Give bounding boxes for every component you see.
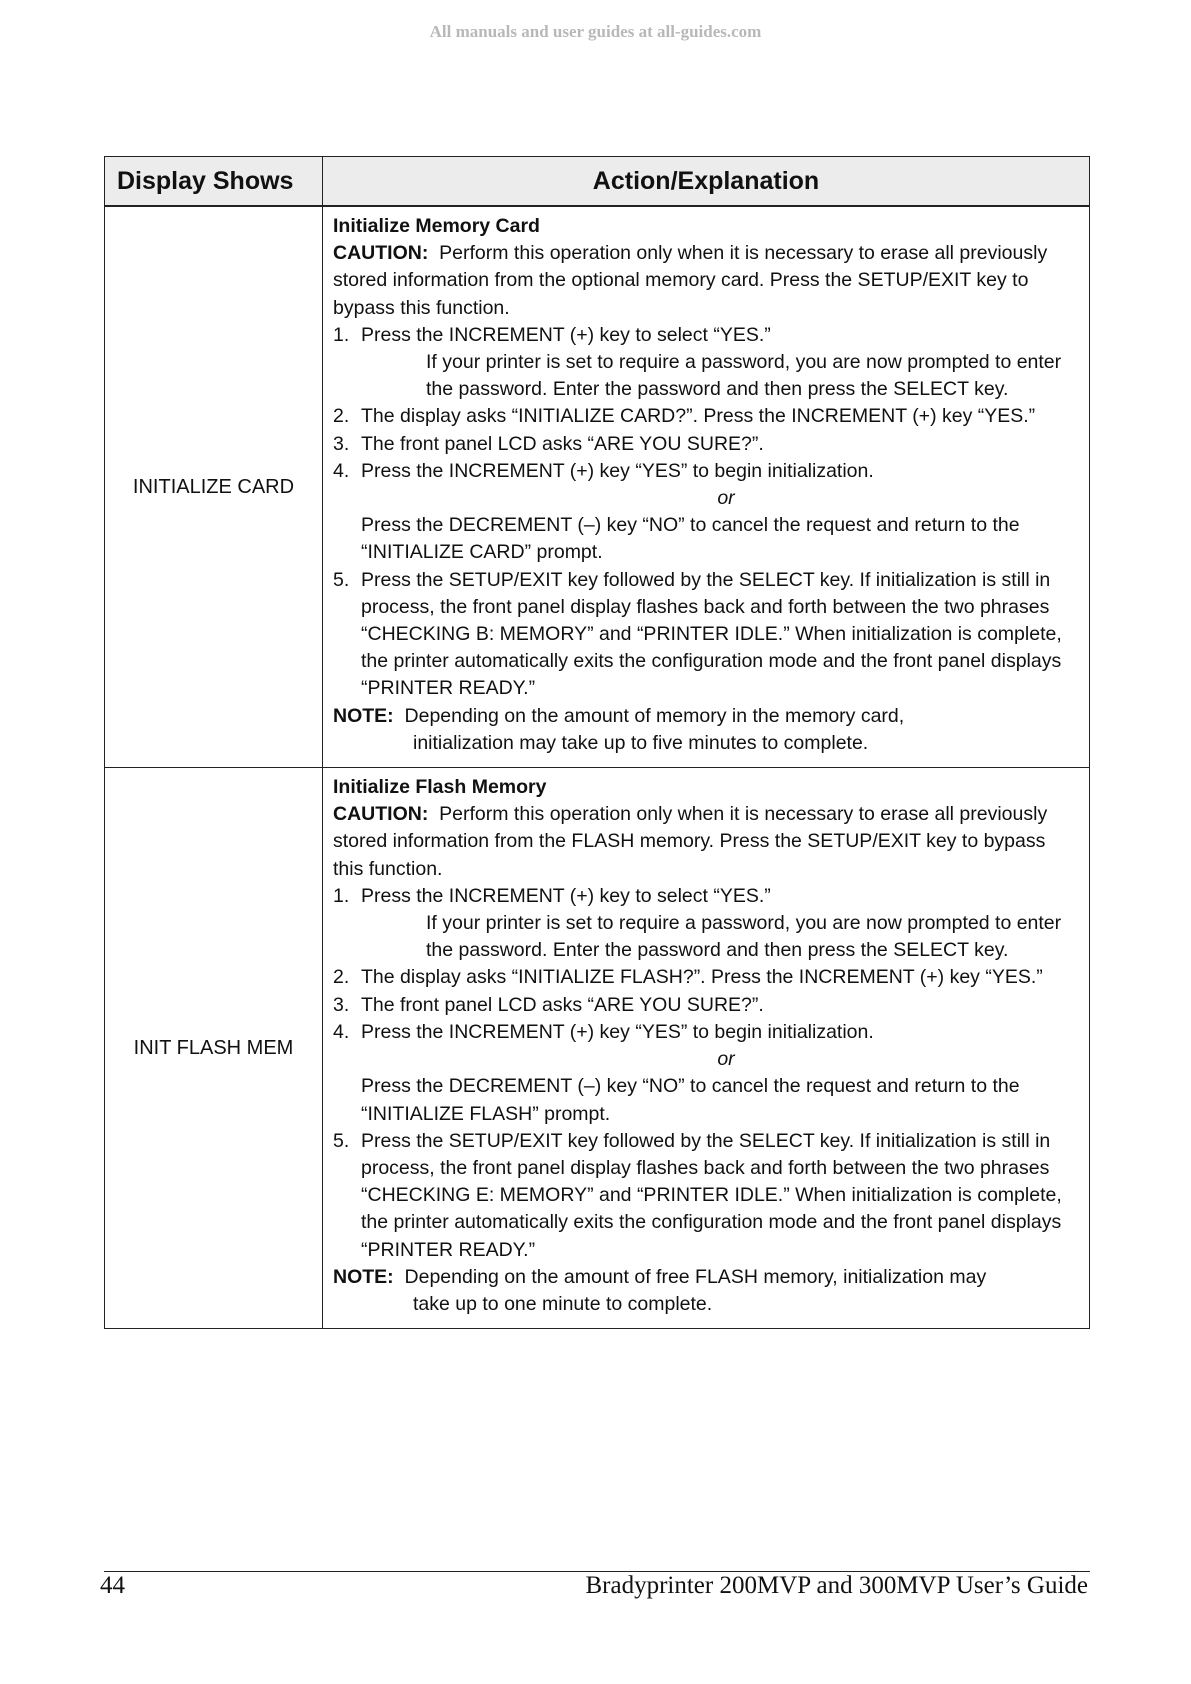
step-3: 3. The front panel LCD asks “ARE YOU SURE?”. (333, 993, 764, 1016)
table-row (105, 206, 1090, 768)
instruction-table (104, 156, 1090, 1329)
step-text: Press the INCREMENT (+) key “YES” to begin initialization. (361, 1020, 874, 1043)
step-3: 3. The front panel LCD asks “ARE YOU SURE?”. (333, 432, 764, 455)
step-2: 2. The display asks “INITIALIZE CARD?”. Press the INCREMENT (+) key “YES.” (333, 405, 1036, 428)
note-text: Depending on the amount of memory in the memory card, (404, 704, 905, 727)
note-continuation: initialization may take up to five minutes to complete. (413, 731, 869, 754)
note-paragraph (333, 703, 1079, 730)
page-number: 44 (100, 1572, 125, 1599)
note-label: NOTE: (333, 1265, 394, 1288)
header-display-shows: Display Shows (105, 157, 323, 207)
action-cell (323, 768, 1090, 1329)
or-separator: or (717, 1048, 735, 1071)
note-paragraph (333, 1264, 1079, 1291)
step-5: 5. Press the SETUP/EXIT key followed by the SELECT key. If initialization is still in process, the front panel display flashes back and forth between the two phrases “CHECKING B: MEMORY” and “PRINTER IDLE.” When initialization is complete, the printer automatically exits the configuration mode and the front panel displays “PRINTER READY.” (333, 568, 1062, 700)
step-text: The display asks “INITIALIZE FLASH?”. Press the INCREMENT (+) key “YES.” (361, 966, 1043, 989)
table-header-row (105, 157, 1090, 207)
watermark: All manuals and user guides at all-guides.com (429, 22, 762, 41)
caution-paragraph (333, 240, 1079, 322)
step-5: 5. Press the SETUP/EXIT key followed by the SELECT key. If initialization is still in process, the front panel display flashes back and forth between the two phrases “CHECKING E: MEMORY” and “PRINTER IDLE.” When initialization is complete, the printer automatically exits the configuration mode and the front panel displays “PRINTER READY.” (333, 1129, 1062, 1261)
caution-label: CAUTION: (333, 803, 429, 826)
step-4-alternative: Press the DECREMENT (–) key “NO” to cancel the request and return to the “INITIALIZE CARD” prompt. (361, 514, 1020, 564)
section-title: Initialize Memory Card (333, 215, 540, 237)
display-cell: INIT FLASH MEM (105, 768, 323, 1329)
step-4: 4. Press the INCREMENT (+) key “YES” to begin initialization. (333, 1020, 874, 1043)
or-separator: or (717, 487, 735, 510)
step-text: The front panel LCD asks “ARE YOU SURE?”. (361, 993, 764, 1016)
section-title: Initialize Flash Memory (333, 776, 547, 799)
caution-label: CAUTION: (333, 242, 429, 265)
step-text: Press the INCREMENT (+) key “YES” to begin initialization. (361, 459, 874, 482)
step-text: Press the SETUP/EXIT key followed by the SELECT key. If initialization is still in process, the front panel display flashes back and forth between the two phrases “CHECKING B: MEMORY” and “PRINTER IDLE.” When initialization is complete, the printer automatically exits the configuration mode and the front panel displays “PRINTER READY.” (361, 568, 1062, 700)
step-1-note: If your printer is set to require a password, you are now prompted to enter the password. Enter the password and then press the SELECT key. (426, 912, 1062, 962)
guide-title: Bradyprinter 200MVP and 300MVP User’s Guide (585, 1572, 1088, 1599)
note-continuation: take up to one minute to complete. (413, 1292, 713, 1315)
step-2: 2. The display asks “INITIALIZE FLASH?”. Press the INCREMENT (+) key “YES.” (333, 966, 1043, 989)
action-cell (323, 206, 1090, 768)
step-text: Press the INCREMENT (+) key to select “YES.” (361, 323, 771, 346)
note-label: NOTE: (333, 704, 394, 727)
step-1: 1. Press the INCREMENT (+) key to select “YES.” (333, 323, 771, 346)
step-text: Press the SETUP/EXIT key followed by the SELECT key. If initialization is still in process, the front panel display flashes back and forth between the two phrases “CHECKING E: MEMORY” and “PRINTER IDLE.” When initialization is complete, the printer automatically exits the configuration mode and the front panel displays “PRINTER READY.” (361, 1129, 1062, 1261)
caution-text: Perform this operation only when it is necessary to erase all previously stored information from the FLASH memory. Press the SETUP/EXIT key to bypass this function. (333, 803, 1048, 880)
header-action-explanation: Action/Explanation (323, 157, 1090, 207)
step-1: 1. Press the INCREMENT (+) key to select “YES.” (333, 884, 771, 907)
note-text: Depending on the amount of free FLASH memory, initialization may (404, 1265, 987, 1288)
step-text: The front panel LCD asks “ARE YOU SURE?”. (361, 432, 764, 455)
table-row (105, 768, 1090, 1329)
step-text: Press the INCREMENT (+) key to select “YES.” (361, 884, 771, 907)
display-cell: INITIALIZE CARD (105, 206, 323, 768)
step-text: The display asks “INITIALIZE CARD?”. Press the INCREMENT (+) key “YES.” (361, 405, 1036, 428)
step-4-alternative: Press the DECREMENT (–) key “NO” to cancel the request and return to the “INITIALIZE FLASH” prompt. (361, 1075, 1020, 1125)
caution-text: Perform this operation only when it is necessary to erase all previously stored information from the optional memory card. Press the SETUP/EXIT key to bypass this function. (333, 242, 1048, 319)
step-1-note: If your printer is set to require a password, you are now prompted to enter the password. Enter the password and then press the SELECT key. (426, 351, 1062, 401)
step-4: 4. Press the INCREMENT (+) key “YES” to begin initialization. (333, 459, 874, 482)
caution-paragraph (333, 801, 1079, 883)
